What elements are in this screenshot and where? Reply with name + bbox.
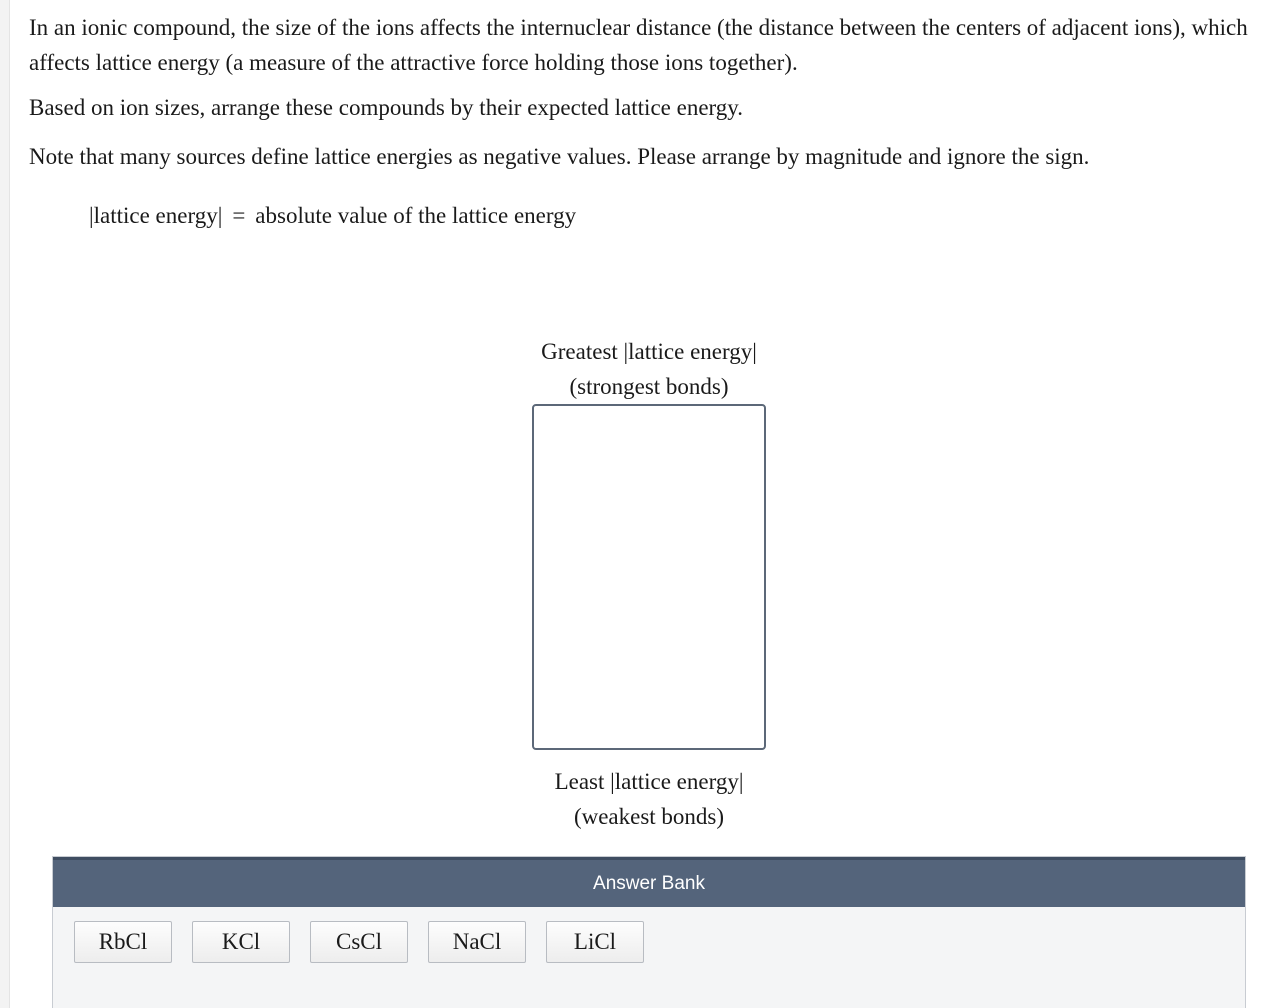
ranking-bottom-subtitle: (weakest bonds) — [573, 804, 725, 829]
answer-chip-nacl[interactable]: NaCl — [428, 921, 526, 963]
question-text — [29, 10, 1259, 228]
question-note: Note that many sources define lattice energies as negative values. Please arrange by magnitude and ignore the sign. — [29, 144, 1090, 169]
ranking-top-title: Greatest |lattice energy| — [541, 339, 757, 364]
question-instruction: Based on ion sizes, arrange these compounds by their expected lattice energy. — [29, 95, 744, 120]
ranking-bottom-title: Least |lattice energy| — [554, 769, 744, 794]
definition-term: |lattice energy| — [89, 203, 223, 228]
answer-chip-rbcl[interactable]: RbCl — [74, 921, 172, 963]
answer-bank-header: Answer Bank — [53, 857, 1245, 907]
ranking-drop-zone[interactable] — [532, 404, 766, 750]
ranking-top-subtitle: (strongest bonds) — [569, 374, 729, 399]
question-intro: In an ionic compound, the size of the ions affects the internuclear distance (the distance between the centers of adjacent ions), which affects lattice energy (a measure of the attractive force holding those ions together). — [29, 15, 1248, 75]
answer-chip-kcl[interactable]: KCl — [192, 921, 290, 963]
definition-equals: = — [232, 203, 246, 228]
left-margin-rule — [0, 0, 10, 1008]
ranking-bottom-label — [450, 764, 848, 834]
answer-chip-cscl[interactable]: CsCl — [310, 921, 408, 963]
answer-bank-items — [53, 907, 1245, 963]
answer-chip-licl[interactable]: LiCl — [546, 921, 644, 963]
ranking-top-label — [450, 334, 848, 404]
answer-bank — [52, 856, 1246, 1008]
definition-meaning: absolute value of the lattice energy — [255, 203, 577, 228]
ranking-area — [450, 334, 848, 829]
definition-line — [89, 201, 576, 231]
